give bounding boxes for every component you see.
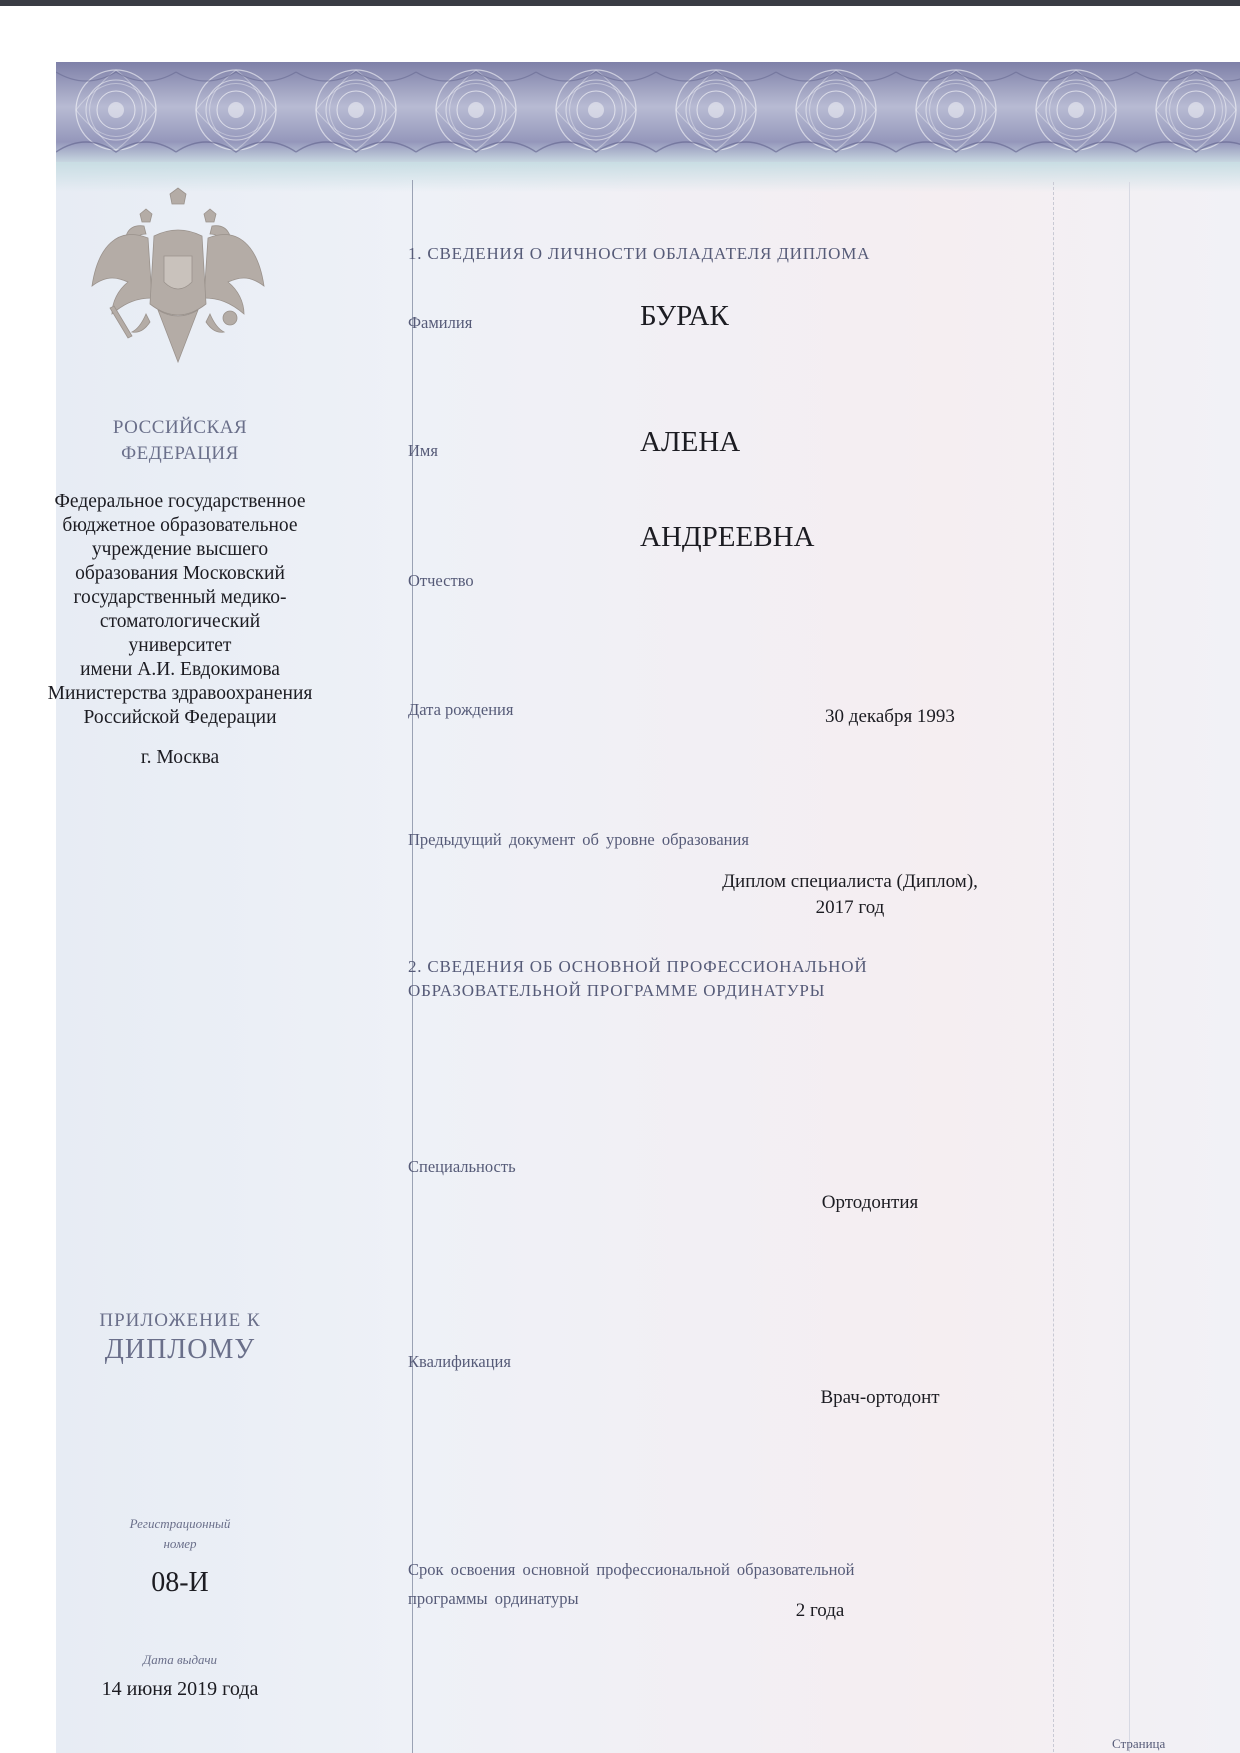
qualification-value: Врач-ортодонт — [820, 1387, 940, 1408]
page-fold-line — [1053, 182, 1054, 1752]
registration-label-line: номер — [163, 1536, 197, 1551]
registration-number: 08-И — [151, 1567, 209, 1598]
section1-title: 1. СВЕДЕНИЯ О ЛИЧНОСТИ ОБЛАДАТЕЛЯ ДИПЛОМА — [408, 244, 871, 263]
birth-date-value: 30 декабря 1993 — [825, 706, 955, 727]
organization-line: образования Московский — [75, 563, 285, 584]
section2-title — [408, 955, 867, 1003]
organization-line: Министерства здравоохранения — [47, 683, 313, 704]
program-duration-label-line: Срок освоения основной профессиональной образовательной — [408, 1560, 855, 1579]
organization-name — [15, 490, 345, 730]
page-margin-line — [1129, 182, 1130, 1752]
organization-line: Российской Федерации — [83, 707, 277, 728]
organization-line: имени А.И. Евдокимова — [80, 659, 280, 680]
organization-line: бюджетное образовательное — [62, 515, 298, 536]
organization-line: учреждение высшего — [91, 539, 269, 560]
guilloche-band — [56, 62, 1240, 162]
double-headed-eagle-icon — [88, 186, 268, 376]
program-duration-value: 2 года — [795, 1600, 845, 1621]
organization-line: государственный медико- — [73, 587, 287, 608]
document-title-line1: ПРИЛОЖЕНИЕ К — [99, 1310, 261, 1331]
organization-line: университет — [128, 635, 232, 656]
surname-label: Фамилия — [408, 313, 473, 332]
issue-date-label: Дата выдачи — [142, 1652, 218, 1667]
organization-line: стоматологический — [99, 611, 261, 632]
organization-line: Федеральное государственное — [54, 491, 306, 512]
specialty-value: Ортодонтия — [821, 1192, 919, 1213]
program-duration-label-line: программы ординатуры — [408, 1589, 579, 1608]
surname-value: БУРАК — [640, 300, 729, 332]
previous-document-label: Предыдущий документ об уровне образования — [408, 830, 749, 849]
previous-document-line: 2017 год — [815, 897, 885, 918]
patronymic-label: Отчество — [408, 571, 474, 590]
registration-label-line: Регистрационный — [129, 1516, 231, 1531]
document-title-line2: ДИПЛОМУ — [104, 1334, 256, 1365]
birth-date-label: Дата рождения — [408, 700, 514, 719]
country-line: ФЕДЕРАЦИЯ — [121, 443, 239, 464]
qualification-label: Квалификация — [408, 1352, 511, 1371]
scan-top-edge — [0, 0, 1240, 6]
registration-number-label — [80, 1514, 280, 1554]
city: г. Москва — [140, 747, 220, 768]
section2-title-line: 2. СВЕДЕНИЯ ОБ ОСНОВНОЙ ПРОФЕССИОНАЛЬНОЙ — [408, 957, 868, 976]
patronymic-value: АНДРЕЕВНА — [640, 521, 815, 553]
country-line: РОССИЙСКАЯ — [112, 417, 248, 438]
issue-date: 14 июня 2019 года — [101, 1678, 259, 1700]
country-name — [40, 415, 320, 467]
specialty-label: Специальность — [408, 1157, 516, 1176]
previous-document-value — [650, 869, 1050, 921]
section2-title-line: ОБРАЗОВАТЕЛЬНОЙ ПРОГРАММЕ ОРДИНАТУРЫ — [408, 981, 826, 1000]
name-value: АЛЕНА — [640, 426, 741, 458]
document-title — [40, 1308, 320, 1366]
page-label: Страница — [1112, 1736, 1166, 1751]
name-label: Имя — [408, 441, 438, 460]
previous-document-line: Диплом специалиста (Диплом), — [722, 871, 978, 892]
